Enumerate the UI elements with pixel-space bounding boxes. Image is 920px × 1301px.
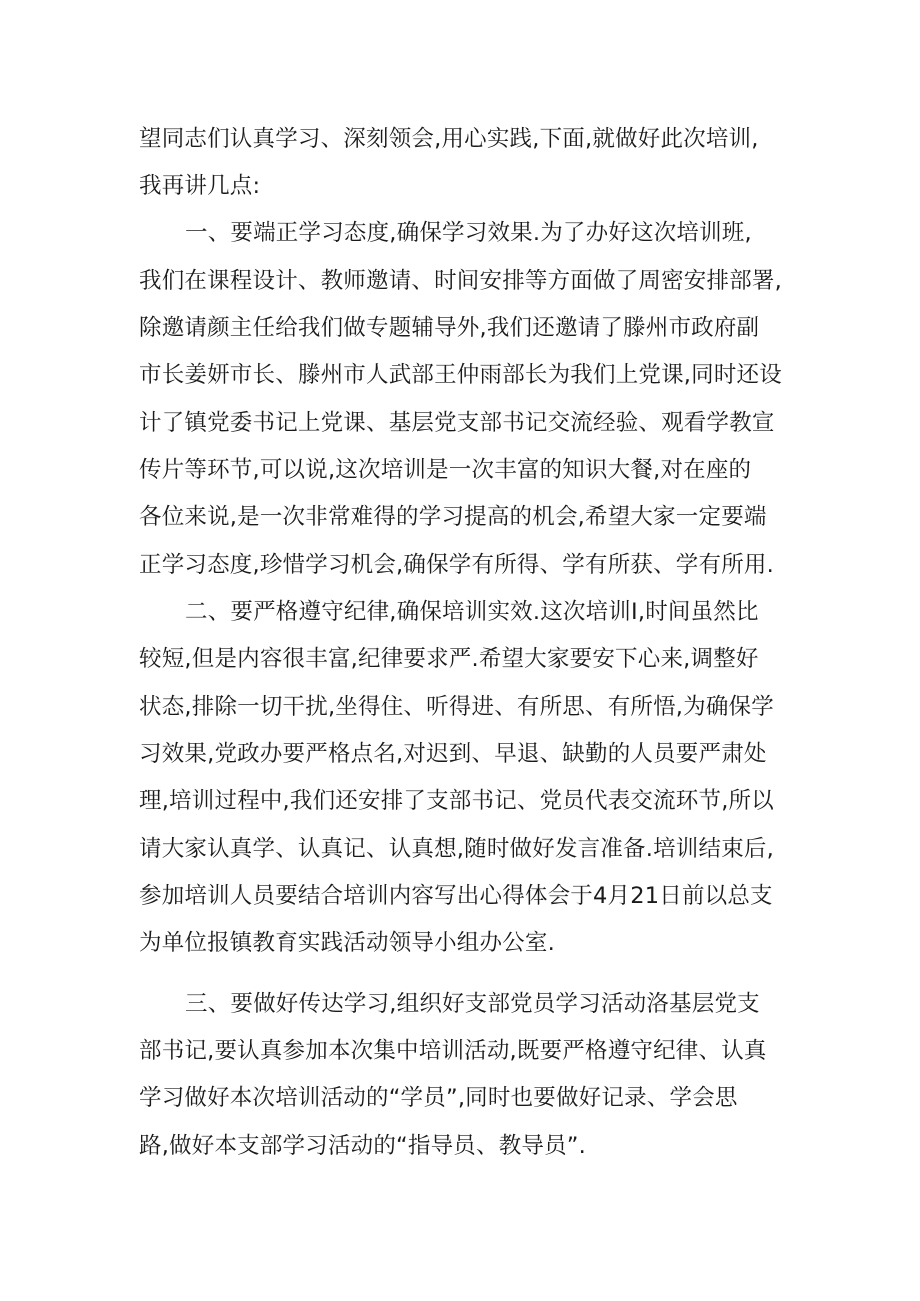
text-line: 各位来说,是一次非常难得的学习提高的机会,希望大家一定要端 [139, 504, 767, 530]
text-line: 习效果,党政办要严格点名,对迟到、早退、缺勤的人员要严肃处 [139, 741, 767, 767]
paragraph-2-first-line: 二、要严格遵守纪律,确保培训实效.这次培训I,时间虽然比 [185, 599, 759, 625]
text-line: 部书记,要认真参加本次集中培训活动,既要严格遵守纪律、认真 [139, 1038, 767, 1064]
text-line: 路,做好本支部学习活动的“指导员、教导员”. [139, 1133, 587, 1159]
text-line: 为单位报镇教育实践活动领导小组办公室. [139, 930, 555, 956]
text-line: 望同志们认真学习、深刻领会,用心实践,下面,就做好此次培训, [139, 126, 759, 152]
paragraph-1-first-line: 一、要端正学习态度,确保学习效果.为了办好这次培训班, [185, 220, 752, 246]
text-line: 市长姜妍市长、滕州市人武部王仲雨部长为我们上党课,同时还设 [139, 362, 782, 388]
text-line: 我再讲几点: [139, 173, 261, 199]
text-line: 参加培训人员要结合培训内容写出心得体会于4月21日前以总支 [139, 883, 773, 909]
text-line: 学习做好本次培训活动的“学员”,同时也要做好记录、学会思 [139, 1085, 738, 1111]
text-line: 状态,排除一切干扰,坐得住、听得进、有所思、有所悟,为确保学 [139, 694, 774, 720]
text-line: 正学习态度,珍惜学习机会,确保学有所得、学有所获、学有所用. [139, 552, 774, 578]
text-line: 我们在课程设计、教师邀请、时间安排等方面做了周密安排部署, [139, 268, 782, 294]
text-line: 传片等环节,可以说,这次培训是一次丰富的知识大餐,对在座的 [139, 457, 752, 483]
text-line: 除邀请颜主任给我们做专题辅导外,我们还邀请了滕州市政府副 [139, 315, 760, 341]
paragraph-3-first-line: 三、要做好传达学习,组织好支部党员学习活动洛基层党支 [185, 991, 760, 1017]
text-line: 计了镇党委书记上党课、基层党支部书记交流经验、观看学教宣 [139, 410, 775, 436]
text-line: 请大家认真学、认真记、认真想,随时做好发言准备.培训结束后, [139, 836, 774, 862]
text-line: 较短,但是内容很丰富,纪律要求严.希望大家要安下心来,调整好 [139, 646, 759, 672]
text-line: 理,培训过程中,我们还安排了支部书记、党员代表交流环节,所以 [139, 788, 774, 814]
